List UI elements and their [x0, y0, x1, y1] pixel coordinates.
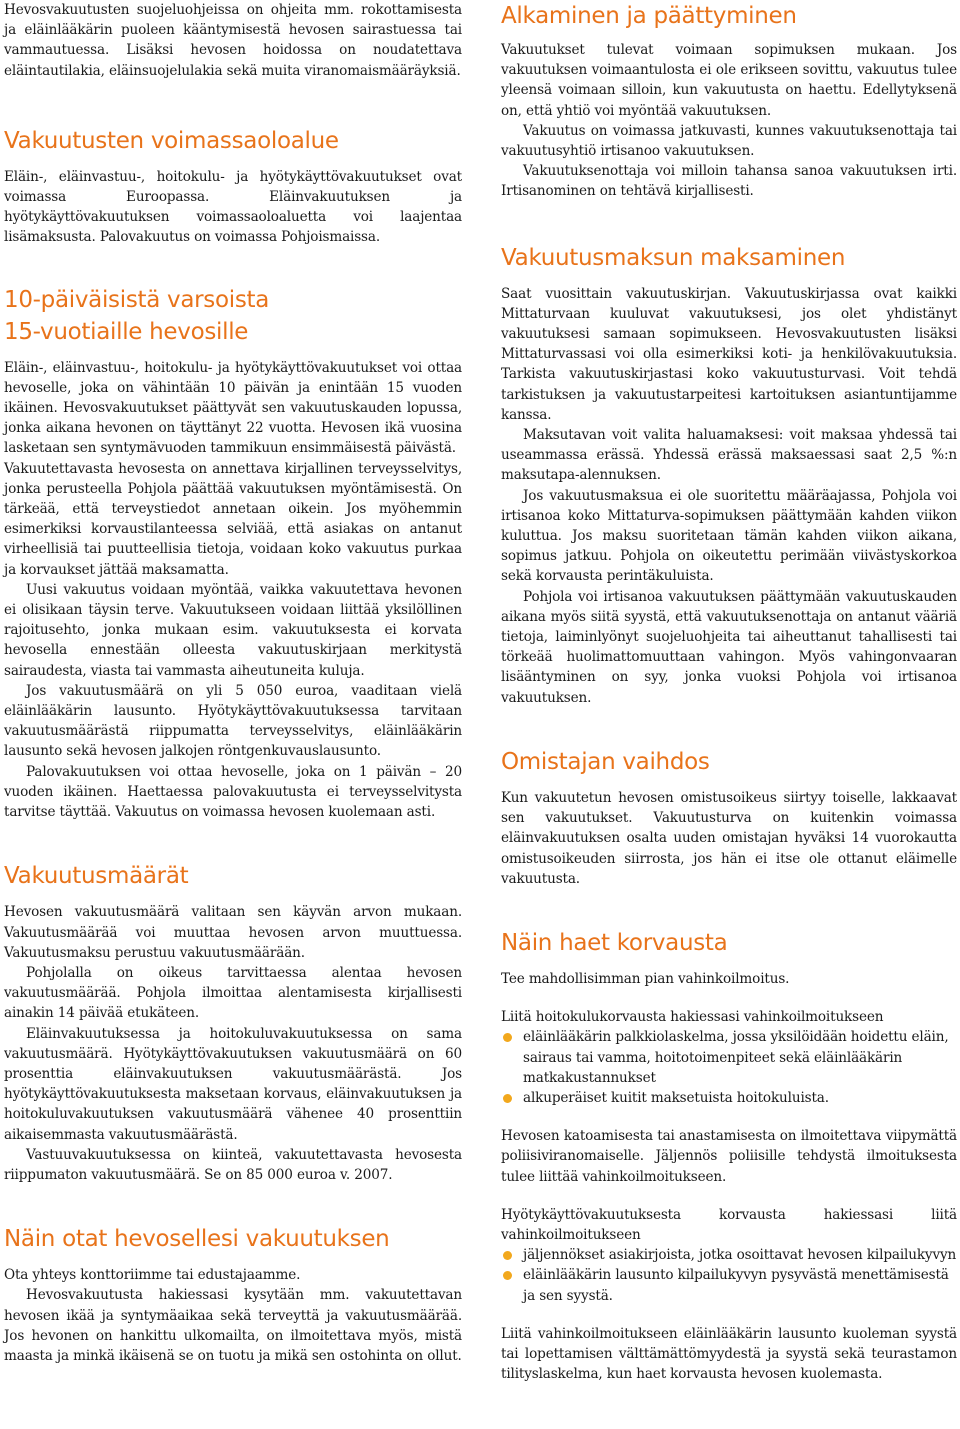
heading-omistaja: Omistajan vaihdos [501, 748, 710, 775]
heading-varsoista-line2: 15-vuotiaille hevosille [4, 318, 249, 345]
paragraph-alkaminen-2: Vakuutus on voimassa jatkuvasti, kunnes vakuutuksenottaja tai vakuutusyhtiö irtisanoo vakuutuksen. [501, 122, 957, 160]
paragraph-vakuutusmaarat-4: Vastuuvakuutuksessa on kiinteä, vakuutettavasta hevosesta riippumaton vakuutusmäärä. Se on 85 000 euroa v. 2007. [4, 1146, 462, 1183]
left-column [4, 0, 462, 1366]
right-column [501, 0, 957, 1384]
paragraph-korvaus-4: Hyötykäyttövakuutuksesta korvausta hakiessasi liitä vahinkoilmoitukseen [501, 1206, 957, 1243]
paragraph-korvaus-5: Liitä vahinkoilmoitukseen eläinlääkärin lausunto kuoleman syystä tai lopettamisen välttämättömyydestä ja syystä sekä teurastamon tilityslaskelma, kun haet korvausta hevosen kuolemasta. [501, 1325, 957, 1383]
paragraph-varsoista-1: Eläin-, eläinvastuu-, hoitokulu- ja hyötykäyttövakuutukset voi ottaa hevoselle, joka on vähintään 10 päivän ja enintään 15 vuoden ikäinen. Hevosvakuutukset päättyvät sen vakuutuskauden lopussa, jonka aikana hevonen on täyttänyt 22 vuotta. Hevosen ikä vuosina lasketaan sen syntymävuoden tammikuun ensimmäisestä päivästä. [4, 359, 462, 457]
paragraph-vakuutusmaarat-3: Eläinvakuutuksessa ja hoitokuluvakuutuksessa on sama vakuutusmäärä. Hyötykäyttövakuutuksen vakuutusmäärä on 60 prosenttia eläinvakuutuksen vakuutusmäärästä. Jos hyötykäyttövakuutuksesta maksetaan korvaus, eläinvakuutuksen ja hoitokuluvakuutuksen vakuutusmäärä vähenee 40 prosenttiin aikaisemmasta vakuutusmäärästä. [4, 1025, 462, 1143]
paragraph-alkaminen-3: Vakuutuksenottaja voi milloin tahansa sanoa vakuutuksen irti. Irtisanominen on tehtävä kirjallisesti. [501, 163, 957, 200]
list-item: alkuperäiset kuitit maksetuista hoitokuluista. [501, 1088, 957, 1108]
paragraph-korvaus-2: Liitä hoitokulukorvausta hakiessasi vahinkoilmoitukseen [501, 1009, 884, 1026]
paragraph-vakuutusmaarat-1: Hevosen vakuutusmäärä valitaan sen käyvän arvon mukaan. Vakuutusmäärää voi muuttaa hevosen arvon muuttuessa. Vakuutusmaksu perustuu vakuutusmäärään. [4, 904, 462, 961]
heading-nain-otat: Näin otat hevosellesi vakuutuksen [4, 1226, 390, 1253]
paragraph-korvaus-3: Hevosen katoamisesta tai anastamisesta on ilmoitettava viipymättä poliisiviranomaiselle. Jäljennös poliisille tehdystä ilmoituksesta tulee liittää vahinkoilmoitukseen. [501, 1128, 957, 1185]
list-item: eläinlääkärin palkkiolaskelma, jossa yksilöidään hoidettu eläin, sairaus tai vamma, hoitotoimenpiteet sekä eläinlääkärin matkakustannukset [501, 1027, 957, 1088]
list-item: jäljennökset asiakirjoista, jotka osoittavat hevosen kilpailukyvyn [501, 1245, 957, 1265]
paragraph-maksaminen-4: Pohjola voi irtisanoa vakuutuksen päättymään vakuutuskauden aikana myös siitä syystä, että vakuutuksenottaja on antanut vääriä tietoja, laiminlyönyt suojeluohjeita tai aiheuttanut tahallisesti tai törkeää huolimattomuuttaan vahingon. Myös vahingonvaaran lisääntyminen on syy, jonka vuoksi Pohjola voi irtisanoa vakuutuksen. [501, 588, 957, 706]
heading-varsoista-line1: 10-päiväisistä varsoista [4, 286, 270, 313]
bullet-list-hyotykaytto [501, 1245, 957, 1306]
list-item: eläinlääkärin lausunto kilpailukyvyn pysyvästä menettämisestä ja sen syystä. [501, 1265, 957, 1305]
paragraph-varsoista-3: Uusi vakuutus voidaan myöntää, vaikka vakuutettava hevonen ei olisikaan täysin terve. Vakuutukseen voidaan liittää yksilöllinen rajoitusehto, jonka mukaan esim. vakuutuksesta ei korvata hevosella ennestään olleesta vakuutuskirjaan merkitystä sairaudesta, viasta tai vammasta aiheutuneita kuluja. [4, 581, 462, 679]
paragraph-maksaminen-3: Jos vakuutusmaksua ei ole suoritettu määräajassa, Pohjola voi irtisanoa koko Mittaturva-sopimuksen päättymään kahden viikon kuluttua. Jos maksu suoritetaan tämän kahden viikon aikana, sopimus jatkuu. Pohjola on oikeutettu perimään viivästyskorkoa sekä korvausta perintäkuluista. [501, 487, 957, 585]
paragraph-alkaminen-1: Vakuutukset tulevat voimaan sopimuksen mukaan. Jos vakuutuksen voimaantulosta ei ole erikseen sovittu, vakuutus tulee yleensä voimaan silloin, kun vakuutusta on haettu. Edellytyksenä on, että yhtiö voi myöntää vakuutuksen. [501, 42, 957, 119]
paragraph-korvaus-1: Tee mahdollisimman pian vahinkoilmoitus. [501, 970, 790, 987]
heading-korvaus: Näin haet korvausta [501, 929, 728, 956]
paragraph-varsoista-5: Palovakuutuksen voi ottaa hevoselle, joka on 1 päivän – 20 vuoden ikäinen. Haettaessa palovakuutusta ei terveysselvitysta tarvitse täyttää. Vakuutus on voimassa hevosen kuolemaan asti. [4, 763, 462, 821]
paragraph-nain-otat-2: Hevosvakuutusta hakiessasi kysytään mm. vakuutettavan hevosen ikää ja syntymäaikaa sekä terveyttä ja vakuutusmäärää. Jos hevonen on hankittu ulkomailta, on ilmoitettava myös, mistä maasta ja minkä ikäisenä se on tuotu ja mikä sen ostohinta on ollut. [4, 1287, 462, 1364]
paragraph-maksaminen-2: Maksutavan voit valita haluamaksesi: voit maksaa yhdessä tai useammassa erässä. Yhdessä erässä maksaessasi saat 2,5 %:n maksutapa-alennuksen. [501, 427, 957, 484]
bullet-list-hoitokulu [501, 1027, 957, 1108]
heading-maksaminen: Vakuutusmaksun maksaminen [501, 244, 846, 271]
paragraph-nain-otat-1: Ota yhteys konttoriimme tai edustajaamme. [4, 1267, 301, 1284]
paragraph-vakuutusmaarat-2: Pohjolalla on oikeus tarvittaessa alentaa hevosen vakuutusmäärää. Pohjola ilmoittaa alentamisesta kirjallisesti ainakin 14 päivää etukäteen. [4, 964, 462, 1022]
heading-vakuutusmaarat: Vakuutusmäärät [4, 863, 189, 890]
paragraph-varsoista-4: Jos vakuutusmäärä on yli 5 050 euroa, vaaditaan vielä eläinlääkärin lausunto. Hyötykäyttövakuutuksessa tarvitaan vakuutusmäärästä riippumatta terveysselvitys, eläinlääkärin lausunto sekä hevosen jalkojen röntgenkuvauslausunto. [4, 682, 462, 760]
paragraph-omistaja-1: Kun vakuutetun hevosen omistusoikeus siirtyy toiselle, lakkaavat sen vakuutukset. Vakuutusturva on kuitenkin voimassa eläinvakuutuksen osalta uuden omistajan hyväksi 14 vuorokautta omistusoikeuden siirrosta, jos hän ei itse ole ottanut eläimelle vakuutusta. [501, 789, 957, 887]
heading-alkaminen: Alkaminen ja päättyminen [501, 3, 797, 29]
intro-paragraph: Hevosvakuutusten suojeluohjeissa on ohjeita mm. rokottamisesta ja eläinlääkärin puoleen kääntymisestä hevosen sairastuessa tai vammautuessa. Lisäksi hevosen hoidossa on noudatettava eläintautilakia, eläinsuojelulakia sekä muita viranomaismääräyksiä. [4, 2, 462, 79]
paragraph-varsoista-2: Vakuutettavasta hevosesta on annettava kirjallinen terveysselvitys, jonka perusteella Pohjola päättää vakuutuksen myöntämisestä. On tärkeää, että terveystiedot annetaan oikein. Jos myöhemmin esimerkiksi korvaustilanteessa selviää, että asiakas on antanut virheellisiä tai puutteellisia tietoja, voidaan koko vakuutus purkaa ja korvaukset jättää maksamatta. [4, 460, 462, 578]
paragraph-maksaminen-1: Saat vuosittain vakuutuskirjan. Vakuutuskirjassa ovat kaikki Mittaturvaan kuuluvat vakuutuksesi, jos olet yhdistänyt vakuutuksesi samaan sopimukseen. Hevosvakuutusten lisäksi Mittaturvassasi voi olla esimerkiksi koti- ja henkilövakuutuksia. Tarkista vakuutuskirjastasi koko vakuutusturvasi. Voit tehdä tarkistuksen ja vakuutustarpeitesi kartoituksen asiantuntijamme kanssa. [501, 285, 957, 423]
heading-voimassaoloalue: Vakuutusten voimassaoloalue [4, 127, 339, 154]
paragraph-voimassaoloalue: Eläin-, eläinvastuu-, hoitokulu- ja hyötykäyttövakuutukset ovat voimassa Euroopassa. Eläinvakuutuksen ja hyötykäyttövakuutuksen voimassaoloaluetta voi laajentaa lisämaksusta. Palovakuutus on voimassa Pohjoismaissa. [4, 168, 462, 246]
